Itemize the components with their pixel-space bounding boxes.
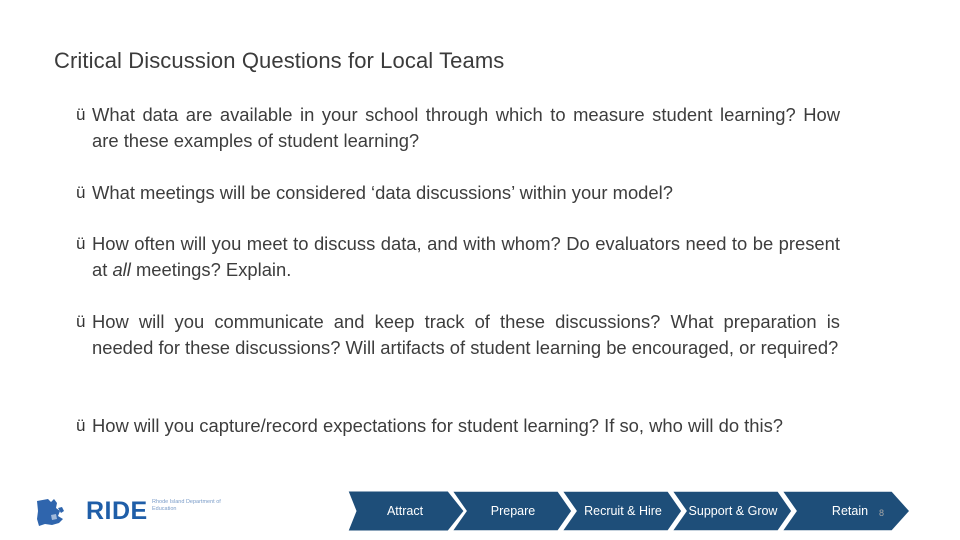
process-chevron-bar — [348, 491, 912, 531]
question-item — [76, 102, 840, 154]
checkmark-icon: ü — [76, 312, 86, 331]
step-recruit-hire — [562, 491, 684, 531]
step-label: Recruit & Hire — [584, 503, 662, 518]
question-text: What data are available in your school through which to measure student learning? How are these examples of student learning? — [92, 104, 840, 151]
step-prepare — [452, 491, 574, 531]
question-text: What meetings will be considered ‘data discussions’ within your model? — [92, 182, 673, 203]
question-text: How will you communicate and keep track of these discussions? What preparation is needed for these discussions? Will artifacts of student learning be encouraged, or required? — [92, 311, 840, 358]
step-label: Prepare — [490, 503, 536, 518]
question-item — [76, 231, 840, 283]
rhode-island-map-icon — [34, 495, 68, 527]
step-retain — [782, 491, 912, 531]
question-text-part: meetings? Explain. — [130, 259, 292, 280]
question-item — [76, 413, 840, 439]
question-text — [92, 231, 840, 283]
step-label: Retain — [831, 503, 869, 518]
step-label: Attract — [386, 503, 424, 518]
checkmark-icon: ü — [76, 183, 86, 202]
ride-logo — [34, 495, 221, 527]
question-item — [76, 309, 840, 361]
question-text: How will you capture/record expectations for student learning? If so, who will do this? — [92, 415, 784, 436]
checkmark-icon: ü — [76, 234, 86, 253]
checkmark-icon: ü — [76, 105, 86, 124]
step-attract — [348, 491, 466, 531]
question-text-emphasis: all — [112, 259, 131, 280]
slide-title: Critical Discussion Questions for Local Teams — [54, 48, 505, 73]
question-item — [76, 180, 840, 206]
step-label: Support & Grow — [688, 503, 778, 518]
page-number: 8 — [879, 508, 885, 518]
question-text-part: How often will you meet to discuss data, and with whom? Do evaluators need to be present at — [92, 233, 840, 280]
logo-wordmark: RIDE — [86, 497, 148, 525]
logo-subtitle: Rhode Island Department of Education — [152, 499, 221, 512]
checkmark-icon: ü — [76, 416, 86, 435]
step-support-grow — [672, 491, 794, 531]
